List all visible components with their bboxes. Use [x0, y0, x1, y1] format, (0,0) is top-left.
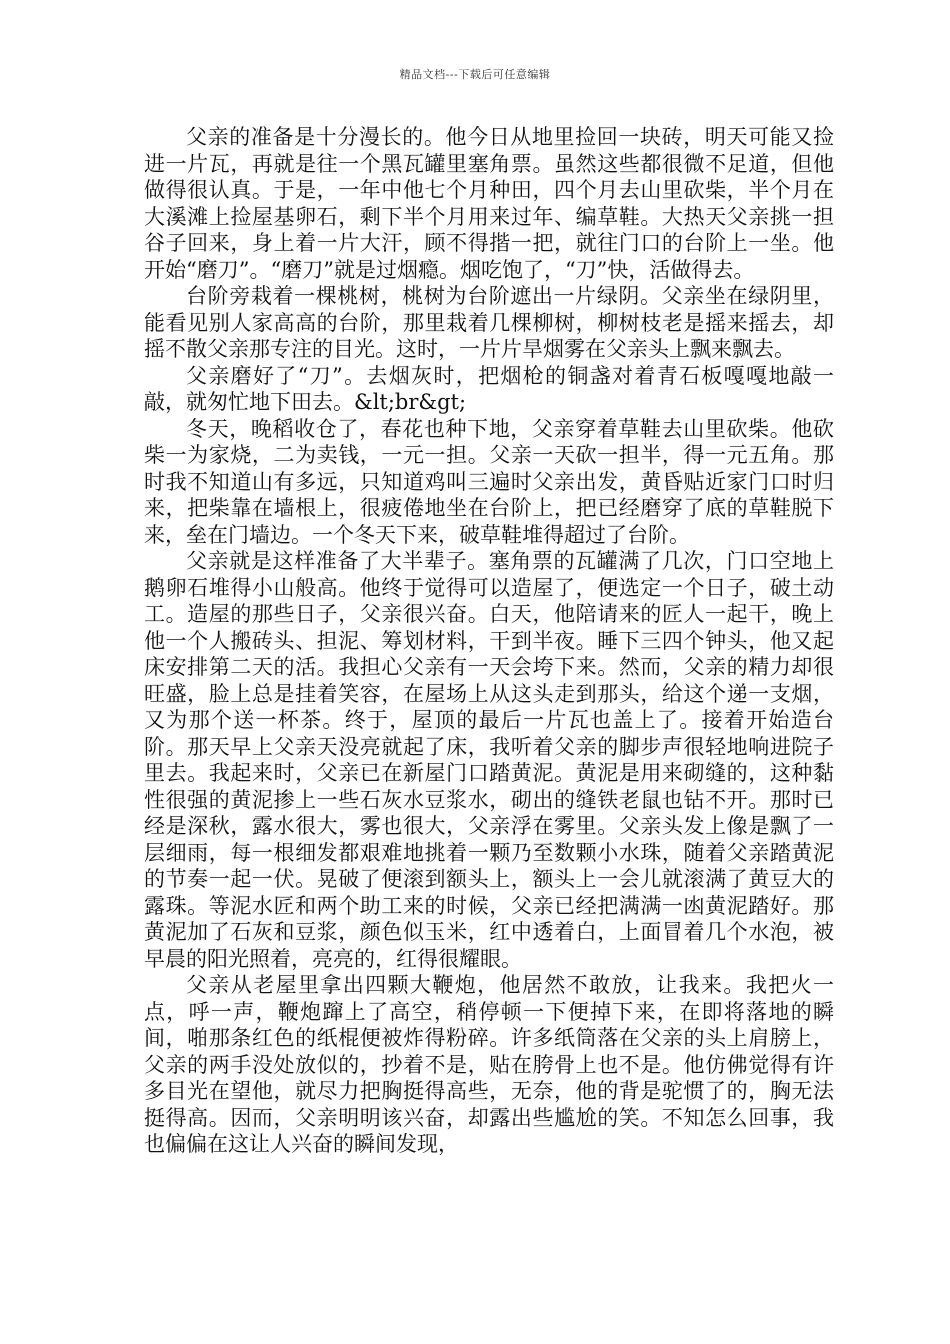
paragraph: 父亲的准备是十分漫长的。他今日从地里捡回一块砖，明天可能又捡进一片瓦，再就是往一个黑瓦罐里塞角票。虽然这些都很微不足道，但他做得很认真。于是，一年中他七个月种田，四个月去山里砍柴，半个月在大溪滩上捡屋基卵石，剩下半个月用来过年、编草鞋。大热天父亲挑一担谷子回来，身上着一片大汗，顾不得揩一把，就往门口的台阶上一坐。他开始“磨刀”。“磨刀”就是过烟瘾。烟吃饱了，“刀”快，活做得去。	[144, 125, 834, 282]
paragraph: 父亲从老屋里拿出四颗大鞭炮，他居然不敢放，让我来。我把火一点，呼一声，鞭炮蹿上了高空，稍停顿一下便掉下来，在即将落地的瞬间，啪那条红色的纸棍便被炸得粉碎。许多纸筒落在父亲的头上肩膀上，父亲的两手没处放似的，抄着不是，贴在胯骨上也不是。他仿佛觉得有许多目光在望他，就尽力把胸挺得高些，无奈，他的背是驼惯了的，胸无法挺得高。因而，父亲明明该兴奋，却露出些尴尬的笑。不知怎么回事，我也偏偏在这让人兴奋的瞬间发现，	[144, 973, 834, 1156]
page-header: 精品文档---下载后可任意编辑	[399, 68, 551, 81]
article-body	[144, 124, 834, 1158]
paragraph: 父亲就是这样准备了大半辈子。塞角票的瓦罐满了几次，门口空地上鹅卵石堆得小山般高。他终于觉得可以造屋了，便选定一个日子，破土动工。造屋的那些日子，父亲很兴奋。白天，他陪请来的匠人一起干，晚上他一个人搬砖头、担泥、筹划材料，干到半夜。睡下三四个钟头，他又起床安排第二天的活。我担心父亲有一天会垮下来。然而，父亲的精力却很旺盛，脸上总是挂着笑容，在屋场上从这头走到那头，给这个递一支烟，又为那个送一杯茶。终于，屋顶的最后一片瓦也盖上了。接着开始造台阶。那天早上父亲天没亮就起了床，我听着父亲的脚步声很轻地响进院子里去。我起来时，父亲已在新屋门口踏黄泥。黄泥是用来砌缝的，这种黏性很强的黄泥掺上一些石灰水豆浆水，砌出的缝铁老鼠也钻不开。那时已经是深秋，露水很大，雾也很大，父亲浮在雾里。父亲头发上像是飘了一层细雨，每一根细发都艰难地挑着一颗乃至数颗小水珠，随着父亲踏黄泥的节奏一起一伏。晃破了便滚到额头上，额头上一会儿就滚满了黄豆大的露珠。等泥水匠和两个助工来的时候，父亲已经把满满一凼黄泥踏好。那黄泥加了石灰和豆浆，颜色似玉米，红中透着白，上面冒着几个水泡，被早晨的阳光照着，亮亮的，红得很耀眼。	[144, 549, 834, 971]
paragraph: 冬天，晚稻收仓了，春花也种下地，父亲穿着草鞋去山里砍柴。他砍柴一为家烧，二为卖钱，一元一担。父亲一天砍一担半，得一元五角。那时我不知道山有多远，只知道鸡叫三遍时父亲出发，黄昏贴近家门口时归来，把柴靠在墙根上，很疲倦地坐在台阶上，把已经磨穿了底的草鞋脱下来，垒在门墙边。一个冬天下来，破草鞋堆得超过了台阶。	[144, 416, 834, 547]
paragraph: 台阶旁栽着一棵桃树，桃树为台阶遮出一片绿阴。父亲坐在绿阴里，能看见别人家高高的台阶，那里栽着几棵柳树，柳树枝老是摇来摇去，却摇不散父亲那专注的目光。这时，一片片旱烟雾在父亲头上飘来飘去。	[144, 284, 834, 361]
paragraph: 父亲磨好了“刀”。去烟灰时，把烟枪的铜盏对着青石板嘎嘎地敲一敲，就匆忙地下田去。&lt;br&gt;	[144, 363, 834, 414]
